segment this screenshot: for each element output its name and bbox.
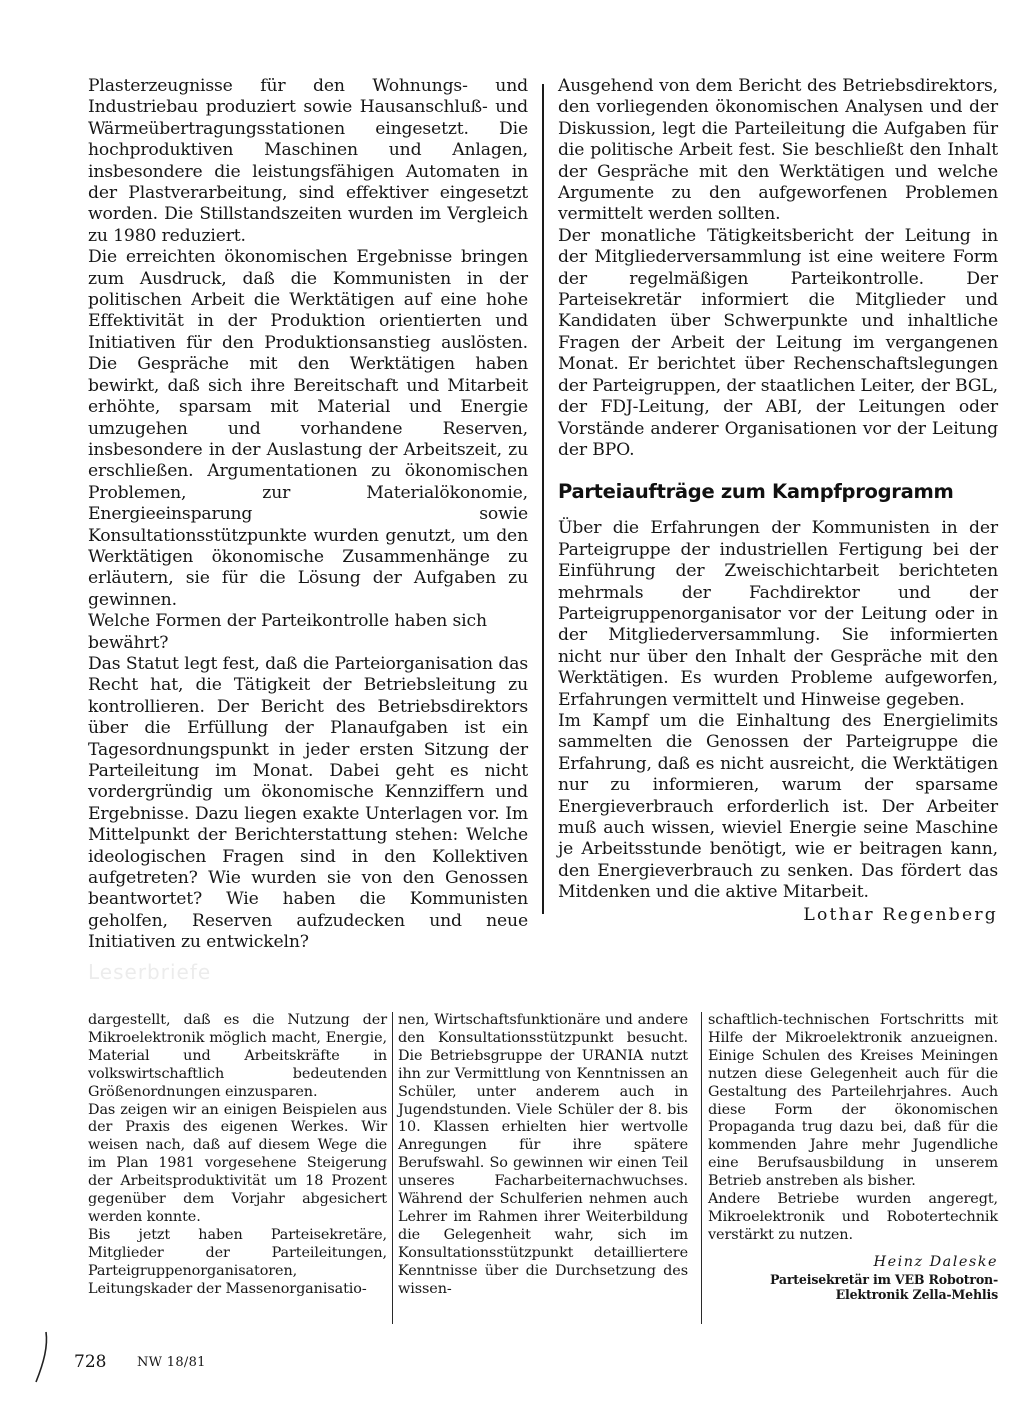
author-signature: Lothar Regenberg — [803, 904, 998, 925]
letter-paragraph: schaftlich-technischen Fortschritts mit Hilfe der Mikroelektronik anzueignen. Einige Schulen des Kreises Meiningen nutzen diese Gelegenheit auch für die Gestaltung des Parteilehrjahres. Auch diese Form der ökonomischen Propaganda trug dazu bei, daß für die kommenden Jahre mehr Jugendliche eine Berufsausbildung in unserem Betrieb anstreben als bisher. — [708, 1012, 998, 1190]
letter-paragraph: Das zeigen wir an einigen Beispielen aus der Praxis des eigenen Werkes. Wir weisen nach, daß auf diesem Wege die im Plan 1981 vorgesehene Steigerung der Arbeitsproduktivität um 18 Prozent gegenüber dem Vorjahr abgesichert werden konnte. — [88, 1101, 387, 1225]
column-divider — [392, 1012, 393, 1324]
column-divider — [701, 1012, 702, 1324]
article-paragraph: Ausgehend von dem Bericht des Betriebsdirektors, den vorliegenden ökonomischen Analysen und der Diskussion, legt die Parteileitung die Aufgaben für die politische Arbeit fest. Sie beschließt den Inhalt der Gespräche mit den Werktätigen und welche Argumente zu den aufgeworfenen Problemen vermittelt werden sollten. — [558, 76, 998, 225]
section-label: Leserbriefe — [88, 960, 212, 984]
article-column-right — [558, 76, 998, 936]
author-affiliation: Elektronik Zella-Mehlis — [835, 1287, 998, 1303]
letter-paragraph: Andere Betriebe wurden angeregt, Mikroelektronik und Robotertechnik verstärkt zu nutzen. — [708, 1191, 998, 1243]
letter-signature: Heinz Daleske — [873, 1253, 998, 1270]
article-paragraph: Das Statut legt fest, daß die Parteiorganisation das Recht hat, die Tätigkeit der Betriebsleitung zu kontrollieren. Der Bericht des Betriebsdirektors über die Erfüllung der Planaufgaben ist ein Tagesordnungspunkt in jeder ersten Sitzung der Parteileitung im Monat. Dabei geht es nicht vordergründig um ökonomische Kennziffern und Ergebnisse. Dazu liegen exakte Unterlagen vor. Im Mittelpunkt der Berichterstattung stehen: Welche ideologischen Fragen sind in den Kollektiven aufgetreten? Wie wurden sie von den Genossen beantwortet? Wie haben die Kommunisten geholfen, Reserven aufzudecken und neue Initiativen zu entwickeln? — [88, 653, 528, 953]
article-paragraph: Im Kampf um die Einhaltung des Energielimits sammelten die Genossen der Parteigruppe die Erfahrung, daß es nicht ausreicht, die Werktätigen nur zu informieren, warum der sparsame Energieverbrauch erforderlich ist. Der Arbeiter muß auch wissen, wieviel Energie seine Maschine je Arbeitsstunde benötigt, wie er beitragen kann, den Energieverbrauch zu senken. Das fördert das Mitdenken und die aktive Mitarbeit. — [558, 710, 998, 903]
author-affiliation: Parteisekretär im VEB Robotron- — [769, 1271, 998, 1287]
article-question: Welche Formen der Parteikontrolle haben sich bewährt? — [88, 611, 487, 653]
article-paragraph: Der monatliche Tätigkeitsbericht der Leitung in der Mitgliederversammlung ist eine weitere Form der regelmäßigen Parteikontrolle. Der Parteisekretär informiert die Mitglieder und Kandidaten über Schwerpunkte und inhaltliche Fragen der Arbeit der Leitung im vergangenen Monat. Er berichtet über Rechenschaftslegungen der Parteigruppen, der staatlichen Leiter, der BGL, der FDJ-Leitung, der ABI, der Leitungen oder Vorstände anderer Organisationen vor der Leitung der BPO. — [558, 225, 998, 460]
article-paragraph: Plasterzeugnisse für den Wohnungs- und Industriebau produziert sowie Hausanschluß- und Wärmeübertragungsstationen eingesetzt. Die hochproduktiven Maschinen und Anlagen, insbesondere die leistungsfähigen Automaten in der Plastverarbeitung, sind effektiver eingesetzt worden. Die Stillstandszeiten wurden im Vergleich zu 1980 reduziert. — [88, 76, 528, 246]
letter-paragraph: Bis jetzt haben Parteisekretäre, Mitglieder der Parteileitungen, Parteigruppenorganisatoren, Leitungskader der Massenorganisatio- — [88, 1226, 387, 1297]
article-paragraph: Über die Erfahrungen der Kommunisten in der Parteigruppe der industriellen Fertigung bei der Einführung der Zweischichtarbeit berichteten mehrmals der Fachdirektor und der Parteigruppenorganisator vor der Leitung oder in der Mitgliederversammlung. Sie informierten nicht nur über den Inhalt der Gespräche mit den Werktätigen. Es wurden Probleme aufgeworfen, Erfahrungen vermittelt und Hinweise gegeben. — [558, 518, 998, 710]
issue-label: NW 18/81 — [137, 1355, 206, 1370]
article-column-left — [88, 76, 528, 953]
letter-paragraph: nen, Wirtschaftsfunktionäre und andere den Konsultationsstützpunkt besucht. Die Betriebsgruppe der URANIA nutzt ihn zur Vermittlung von Kenntnissen an Schüler, unter anderem auch in Jugendstunden. Viele Schüler der 8. bis 10. Klassen erhielten hier wertvolle Anregungen für ihre spätere Berufswahl. So gewinnen wir einen Teil unseres Facharbeiternachwuchses. Während der Schulferien nehmen auch Lehrer im Rahmen ihrer Weiterbildung die Gelegenheit wahr, sich im Konsultationsstützpunkt detailliertere Kenntnisse über die Durchsetzung des wissen- — [398, 1012, 688, 1297]
column-divider — [542, 84, 544, 914]
article-paragraph: Die erreichten ökonomischen Ergebnisse bringen zum Ausdruck, daß die Kommunisten in der politischen Arbeit die Werktätigen auf eine hohe Effektivität in der Produktion orientierten und Initiativen für den Produktionsanstieg auslösten. Die Gespräche mit den Werktätigen haben bewirkt, daß sich ihre Bereitschaft und Mitarbeit erhöhte, sparsam mit Material und Energie umzugehen und vorhandene Reserven, insbesondere in der Auslastung der Arbeitszeit, zu erschließen. Argumentationen zu ökonomischen Problemen, zur Materialökonomie, Energieeinsparung sowie Konsultationsstützpunkte wurden genutzt, um den Werktätigen ökonomische Zusammenhänge zu erläutern, sie für die Lösung der Aufgaben zu gewinnen. — [88, 247, 528, 610]
letter-column-3 — [708, 1012, 998, 1342]
section-subheading: Parteiaufträge zum Kampfprogramm — [558, 480, 954, 504]
letter-column-1 — [88, 1012, 387, 1332]
letter-paragraph: dargestellt, daß es die Nutzung der Mikroelektronik möglich macht, Energie, Material und Arbeitskräfte in volkswirtschaftlich bedeutenden Größenordnungen einzusparen. — [88, 1012, 387, 1100]
page-number: 728 — [74, 1352, 107, 1372]
letter-column-2 — [398, 1012, 688, 1332]
pen-mark-icon — [30, 1328, 54, 1388]
